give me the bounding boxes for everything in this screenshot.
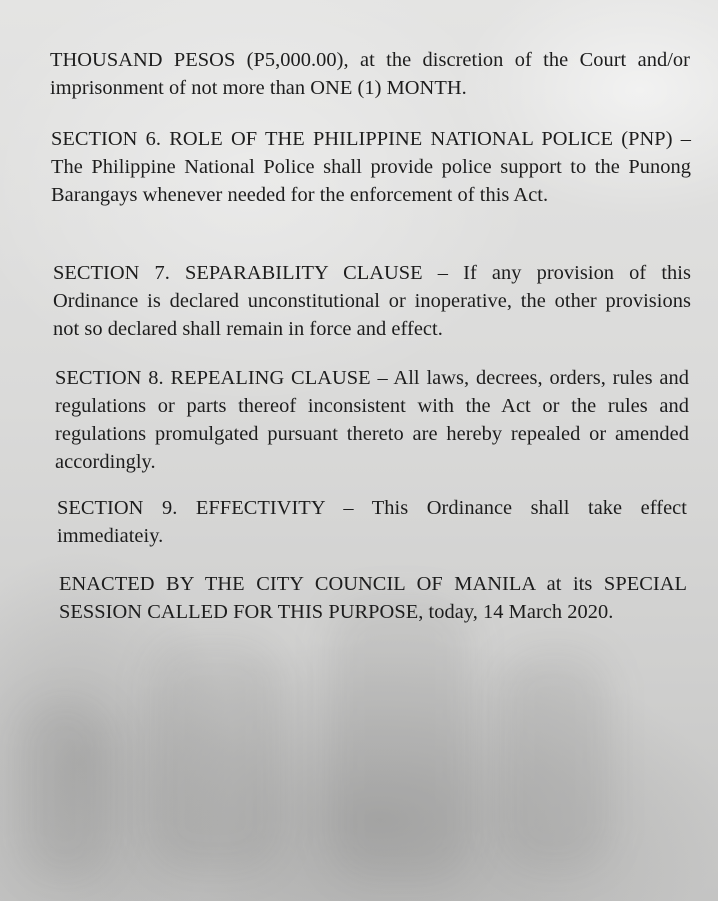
section-7 <box>53 259 691 343</box>
paragraph-text: ENACTED BY THE CITY COUNCIL OF MANILA at its SPECIAL SESSION CALLED FOR THIS PURPOSE, today, 14 March 2020. <box>59 573 687 623</box>
paragraph-text: SECTION 9. EFFECTIVITY – This Ordinance shall take effect immediateiy. <box>57 497 687 547</box>
paragraph-text: THOUSAND PESOS (P5,000.00), at the discretion of the Court and/or imprisonment of not more than ONE (1) MONTH. <box>50 49 690 99</box>
paragraph-text: SECTION 8. REPEALING CLAUSE – All laws, decrees, orders, rules and regulations or parts thereof inconsistent with the Act or the rules and regulations promulgated pursuant thereto are hereby repealed or amended accordingly. <box>55 367 689 473</box>
section-6 <box>51 125 691 209</box>
enactment-clause <box>59 570 687 626</box>
penalty-continuation <box>50 46 690 102</box>
shadow-overlay <box>20 700 110 880</box>
section-8 <box>55 364 689 476</box>
shadow-overlay <box>500 650 610 870</box>
shadow-overlay <box>150 640 280 870</box>
paragraph-text: SECTION 6. ROLE OF THE PHILIPPINE NATIONAL POLICE (PNP) – The Philippine National Police shall provide police support to the Punong Barangays whenever needed for the enforcement of this Act. <box>51 128 691 206</box>
shadow-overlay <box>330 600 470 880</box>
section-9 <box>57 494 687 550</box>
paragraph-text: SECTION 7. SEPARABILITY CLAUSE – If any provision of this Ordinance is declared unconstitutional or inoperative, the other provisions not so declared shall remain in force and effect. <box>53 262 691 340</box>
